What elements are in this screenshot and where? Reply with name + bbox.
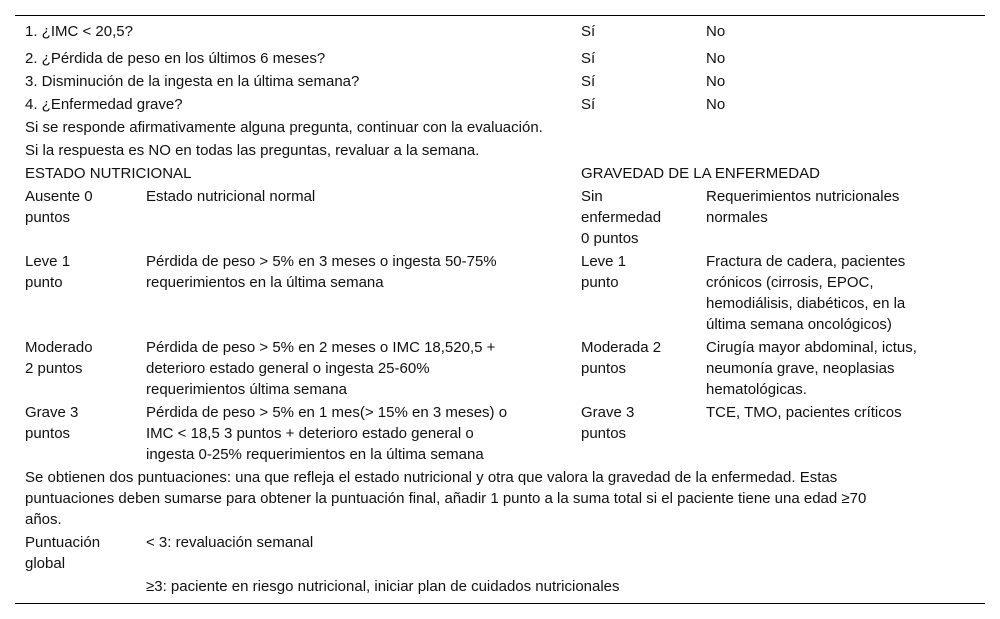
nut-level-severe: Grave 3 puntos <box>25 404 79 442</box>
question-1: 1. ¿IMC < 20,5? <box>25 23 133 40</box>
nut-level-moderate: Moderado 2 puntos <box>25 339 93 377</box>
sev-level-moderate: Moderada 2 puntos <box>581 339 662 377</box>
question-3-yes: Sí <box>581 73 596 90</box>
sev-level-severe: Grave 3 puntos <box>581 404 635 442</box>
nut-level-mild: Leve 1 punto <box>25 253 71 291</box>
question-4-no: No <box>706 96 726 113</box>
table-bottom-rule <box>15 603 985 604</box>
nut-level-absent: Ausente 0 puntos <box>25 188 93 226</box>
nut-desc-absent: Estado nutricional normal <box>146 188 316 205</box>
header-disease-severity: GRAVEDAD DE LA ENFERMEDAD <box>581 165 820 182</box>
global-score-high: ≥3: paciente en riesgo nutricional, iniciar plan de cuidados nutricionales <box>146 578 620 595</box>
question-4: 4. ¿Enfermedad grave? <box>25 96 183 113</box>
question-3-no: No <box>706 73 726 90</box>
header-nutritional-status: ESTADO NUTRICIONAL <box>25 165 192 182</box>
sev-level-mild: Leve 1 punto <box>581 253 627 291</box>
question-1-yes: Sí <box>581 23 596 40</box>
question-2: 2. ¿Pérdida de peso en los últimos 6 meses? <box>25 50 326 67</box>
nut-desc-mild: Pérdida de peso > 5% en 3 meses o ingesta 50-75% requerimientos en la última semana <box>146 253 497 291</box>
global-score-label: Puntuación global <box>25 534 101 572</box>
sev-desc-moderate: Cirugía mayor abdominal, ictus, neumonía grave, neoplasias hematológicas. <box>706 339 917 398</box>
sev-desc-severe: TCE, TMO, pacientes críticos <box>706 404 902 421</box>
sev-desc-mild: Fractura de cadera, pacientes crónicos (cirrosis, EPOC, hemodiálisis, diabéticos, en la última semana oncológicos) <box>706 253 906 333</box>
question-2-no: No <box>706 50 726 67</box>
global-score-low: < 3: revaluación semanal <box>146 534 314 551</box>
question-1-no: No <box>706 23 726 40</box>
question-2-yes: Sí <box>581 50 596 67</box>
note-affirmative: Si se responde afirmativamente alguna pregunta, continuar con la evaluación. <box>25 119 543 136</box>
summary-text: Se obtienen dos puntuaciones: una que refleja el estado nutricional y otra que valora la gravedad de la enfermedad. Estas puntuaciones deben sumarse para obtener la puntuación final, añadir 1 punto a la suma total si el paciente tiene una edad ≥70 años. <box>25 469 867 528</box>
question-4-yes: Sí <box>581 96 596 113</box>
question-3: 3. Disminución de la ingesta en la última semana? <box>25 73 360 90</box>
note-negative: Si la respuesta es NO en todas las preguntas, revaluar a la semana. <box>25 142 480 159</box>
sev-desc-none: Requerimientos nutricionales normales <box>706 188 900 226</box>
nut-desc-severe: Pérdida de peso > 5% en 1 mes(> 15% en 3 meses) o IMC < 18,5 3 puntos + deterioro estado general o ingesta 0-25% requerimientos en la última semana <box>146 404 508 463</box>
nut-desc-moderate: Pérdida de peso > 5% en 2 meses o IMC 18,520,5 + deterioro estado general o ingesta 25-60% requerimientos última semana <box>146 339 496 398</box>
sev-level-none: Sin enfermedad 0 puntos <box>581 188 662 247</box>
table-top-rule <box>15 15 985 16</box>
